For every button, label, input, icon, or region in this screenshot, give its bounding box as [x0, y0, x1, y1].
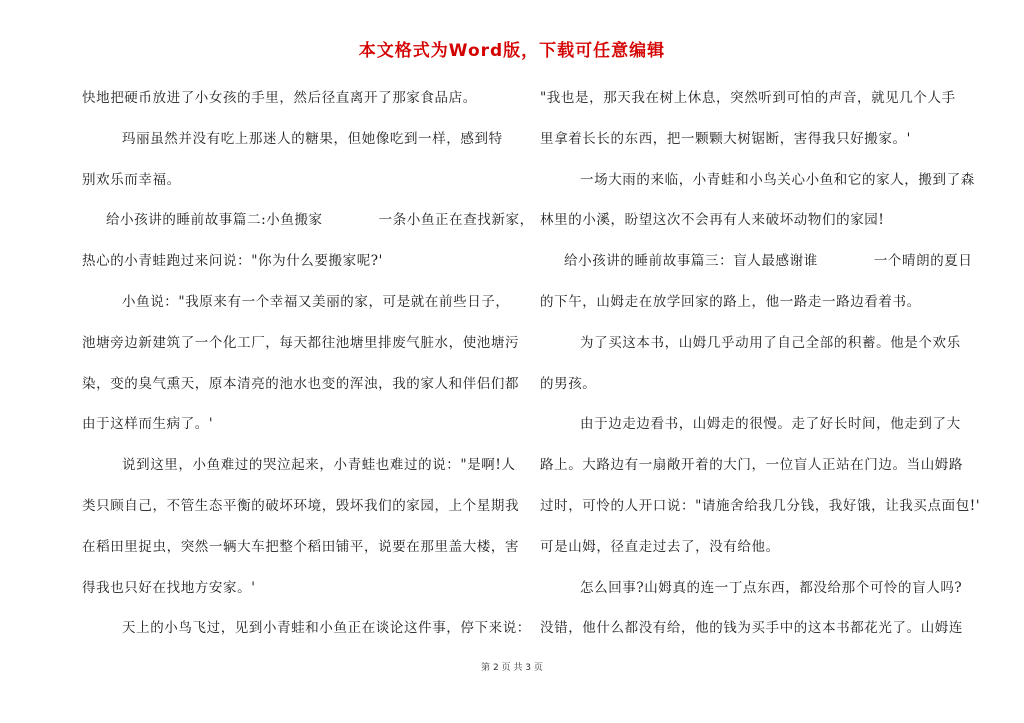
text-line: 得我也只好在找地方安家。' [82, 579, 256, 596]
section-heading-line [540, 241, 973, 282]
section-heading: 给小孩讲的睡前故事篇二:小鱼搬家 [106, 212, 323, 229]
text-line: 里拿着长长的东西，把一颗颗大树锯断，害得我只好搬家。' [540, 130, 911, 147]
text-line: 没错，他什么都没有给，他的钱为买手中的这本书都花光了。山姆连 [540, 620, 963, 637]
right-column [540, 78, 981, 649]
text-line: 在稻田里捉虫，突然一辆大车把整个稻田铺平，说要在那里盖大楼，害 [82, 538, 520, 555]
text-line: 的男孩。 [540, 375, 597, 392]
section-heading-line [82, 200, 534, 241]
text-line: 路上。大路边有一扇敞开着的大门，一位盲人正站在门边。当山姆路 [540, 457, 963, 474]
text-line: 为了买这本书，山姆几乎动用了自己全部的积蓄。他是个欢乐 [580, 334, 961, 351]
text-line: 天上的小鸟飞过，见到小青蛙和小鱼正在谈论这件事，停下来说： [122, 620, 531, 637]
text-fragment: 一条小鱼正在查找新家， [378, 212, 534, 229]
text-line: 染，变的臭气熏天，原本清亮的池水也变的浑浊，我的家人和伴侣们都 [82, 375, 520, 392]
text-line: 热心的小青蛙跑过来问说："你为什么要搬家呢?' [82, 253, 383, 270]
text-line: 别欢乐而幸福。 [82, 171, 181, 188]
text-line: 类只顾自己，不管生态平衡的破坏环境，毁坏我们的家园，上个星期我 [82, 497, 520, 514]
text-line: 一场大雨的来临，小青蛙和小鸟关心小鱼和它的家人，搬到了森 [580, 171, 975, 188]
document-banner: 本文格式为Word版，下载可任意编辑 [358, 41, 666, 61]
text-line: "我也是，那天我在树上休息，突然听到可怕的声音，就见几个人手 [540, 90, 956, 106]
text-line: 林里的小溪，盼望这次不会再有人来破坏动物们的家园! [540, 212, 885, 229]
text-line: 过时，可怜的人开口说："请施舍给我几分钱，我好饿，让我买点面包!' [540, 497, 981, 514]
page-number: 第 2 页 共 3 页 [481, 663, 543, 673]
text-line: 说到这里，小鱼难过的哭泣起来，小青蛙也难过的说："是啊!人 [122, 457, 516, 474]
text-line: 池塘旁边新建筑了一个化工厂，每天都往池塘里排废气脏水，使池塘污 [82, 334, 520, 351]
left-column [82, 78, 534, 649]
text-line: 小鱼说："我原来有一个幸福又美丽的家，可是就在前些日子， [122, 293, 510, 310]
text-line: 快地把硬币放进了小女孩的手里，然后径直离开了那家食品店。 [82, 90, 477, 106]
section-heading: 给小孩讲的睡前故事篇三：盲人最感谢谁 [564, 253, 818, 270]
text-line: 玛丽虽然并没有吃上那迷人的糖果，但她像吃到一样，感到特 [122, 130, 503, 147]
text-line: 的下午，山姆走在放学回家的路上，他一路走一路边看着书。 [540, 293, 921, 310]
text-line: 可是山姆，径直走过去了，没有给他。 [540, 538, 780, 555]
text-line: 由于边走边看书，山姆走的很慢。走了好长时间，他走到了大 [580, 416, 961, 433]
text-line: 由于这样而生病了。' [82, 416, 214, 433]
text-line: 怎么回事?山姆真的连一丁点东西，都没给那个可怜的盲人吗? [580, 579, 963, 596]
text-fragment: 一个晴朗的夏日 [873, 253, 973, 270]
